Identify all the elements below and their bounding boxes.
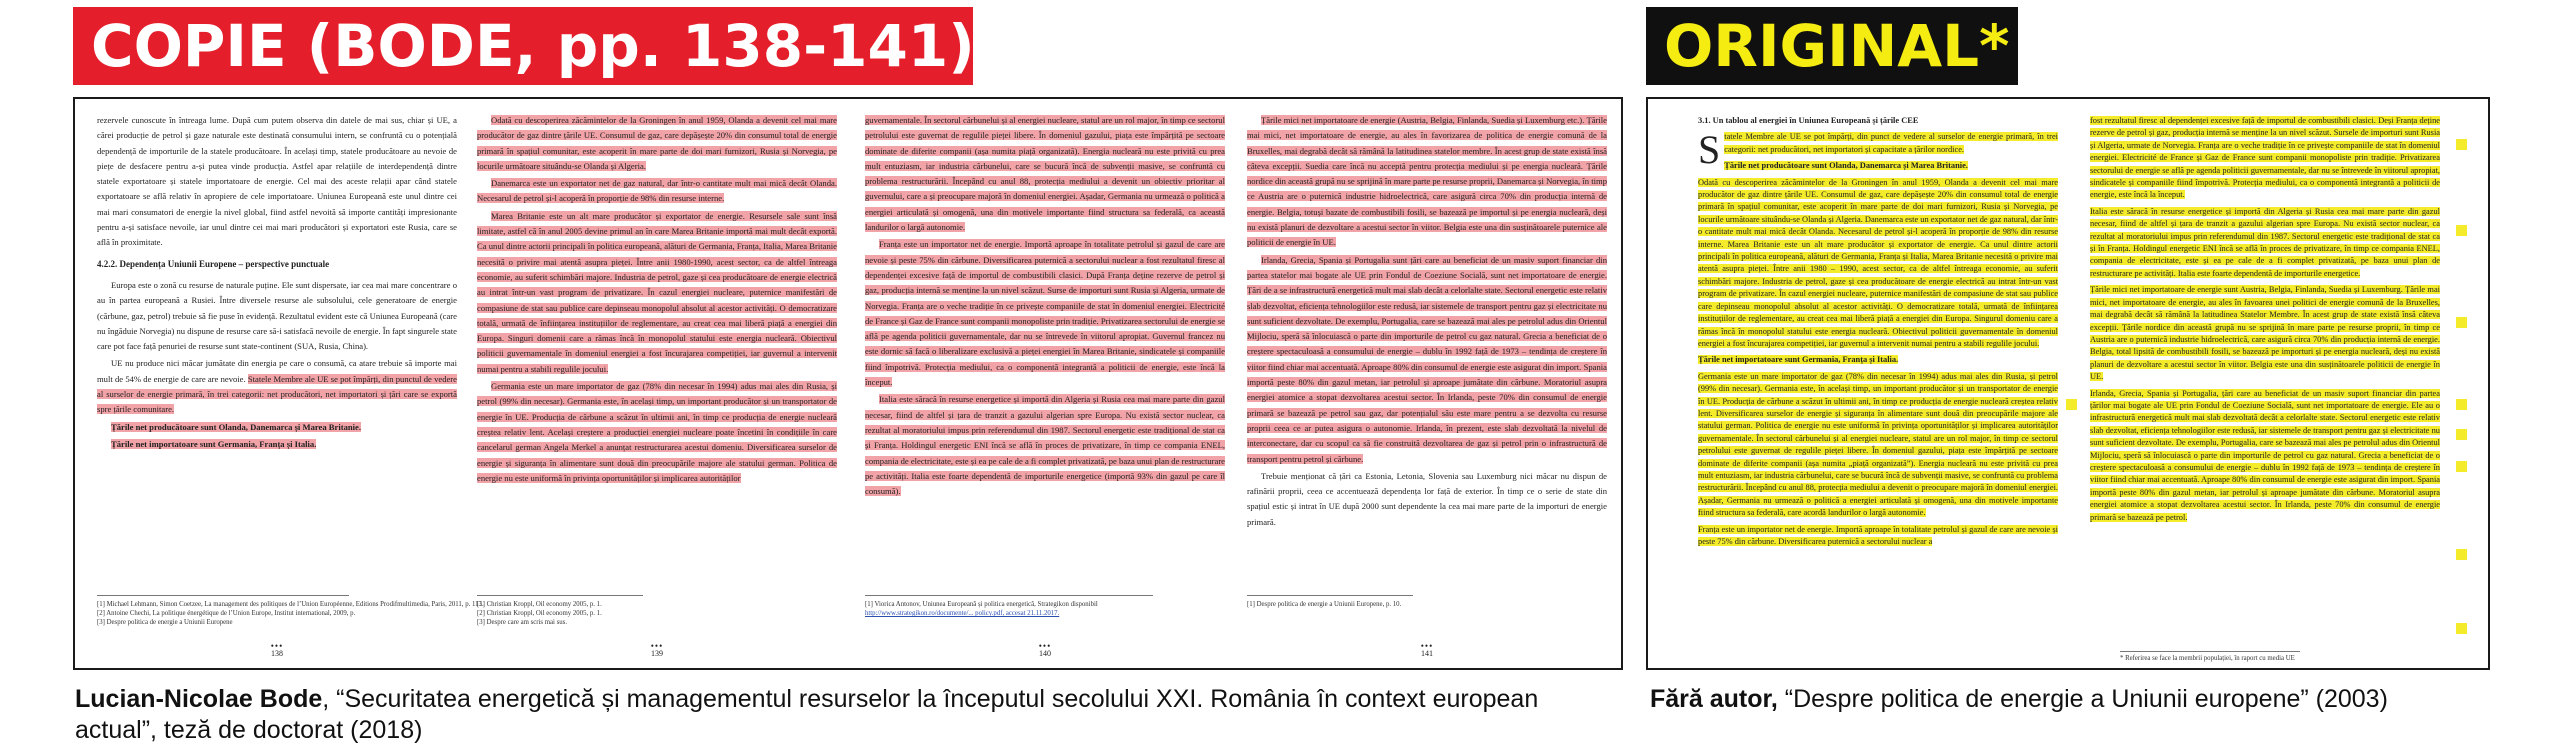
footnote: [1] Despre politica de energie a Uniunii Europene, p. 10. — [1247, 601, 1402, 608]
caption-title: “Despre politica de energie a Uniunii europene” (2003) — [1777, 685, 2388, 713]
highlight-copied: Danemarca este un exportator net de gaz natural, dar într-o cantitate mult mai mică decât Olanda. Necesarul de petrol și-l acoperă în proporție de 98% din resurse interne. — [477, 178, 837, 204]
margin-marker — [2456, 461, 2467, 472]
copy-panel — [73, 97, 1623, 670]
footnote: [1] Viorica Antonov, Uniunea Europeană și politica energetică, Strategikon disponibil — [865, 601, 1098, 608]
page-body — [477, 113, 837, 583]
paragraph — [2090, 284, 2440, 383]
footnotes — [865, 595, 1153, 618]
highlight-copied: Italia este săracă în resurse energetice și importă din Algeria și Rusia cea mai mare parte din gazul necesar, fiind de altfel și țara de tranzit a gazului algerian spre Europa. Nu există sector nuclear, ca rezultat al moratoriului impus prin referendumul din 1987. Sectorul energetic este tradițional de stat ca și Franța. Holdingul energetic ENI încă se află în proces de privatizare, în timp ce compania ENEL, compania de electricitate, este și ea pe cale de a fi complet privatizată, pe baza unui plan de restructurare pe activități. Italia este foarte dependentă de importurile energetice (importă 93% din gazul pe care îl consumă). — [865, 394, 1225, 497]
highlight-source: Italia este săracă în resurse energetice și importă din Algeria și Rusia cea mai mare parte din gazul necesar, fiind de altfel și țara de tranzit a gazului algerian spre Europa. Nu există sector nuclear, ca rezultat al moratoriului impus prin referendumul din 1987. Sectorul energetic este tradițional de stat ca și în Franța. Holdingul energetic ENI încă se află în proces de privatizare, în timp ce compania ENEL, compania de electricitate, este și ea pe cale de a fi complet privatizată, pe baza unui plan de restructurare pe activități. Italia este foarte dependentă de importurile energetice. — [2090, 206, 2440, 278]
margin-marker — [2456, 317, 2467, 328]
copy-page-138 — [97, 113, 484, 658]
original-column-right — [2090, 115, 2440, 648]
paragraph — [865, 113, 1225, 235]
page-number: ••• 141 — [1420, 641, 1434, 658]
footnotes — [97, 595, 484, 627]
footnote: [2] Christian Kroppl, Oil economy 2005, p. 1. — [477, 610, 602, 617]
margin-marker — [2066, 399, 2077, 410]
page-number: ••• 140 — [1038, 641, 1052, 658]
section-heading: 4.2.2. Dependența Uniunii Europene – perspective punctuale — [97, 258, 330, 269]
paragraph — [2090, 206, 2440, 280]
paragraph — [1247, 113, 1607, 251]
paragraph — [1247, 253, 1607, 467]
copy-page-140 — [865, 113, 1225, 658]
footnote: [3] Despre care am scris mai sus. — [477, 619, 568, 626]
page-body — [1247, 113, 1607, 583]
original-column-left — [1698, 115, 2058, 648]
paragraph — [865, 392, 1225, 499]
highlight-copied: Franța este un importator net de energie. Importă aproape în totalitate petrolul și gazul de care are nevoie și peste 75% din cărbune. Diversificarea puternică a sectorului nuclear a fost rezultatul firesc al dependenței excesive față de importul de combustibili clasici. După Franța deține rezerve de petrol și gaz, producția internă se menține la un nivel scăzut. Surse de importuri sunt Rusia și Algeria, urmate de Norvegia. Franța are o veche tradiție în ce privește companiile de stat în domeniul energiei. Electricité de France și Gaz de France sunt companii monopoliste prin tradiție. Privatizarea sectorului de energie se află pe agenda politicii guvernamentale, dar nu se întrevede în viitorul apropiat. Guvernul francez nu este dornic să facă o liberalizare exclusivă a pieței energiei în Marea Britanie, sindicatele și companiile fiind împotrivă. Protecția mediului, ca o componentă integrantă a politicii de energie, este încă la început. — [865, 239, 1225, 388]
paragraph — [477, 379, 837, 486]
highlight-copied: guvernamentale. În sectorul cărbunelui și al energiei nucleare, statul are un rol major, în timp ce sectorul petrolului este guvernat de regulile pieței libere. În domeniul gazului, piața este împărțită pe sectoare dominate de diferite companii (așa numita piață organizată). Energia nucleară nu este privită cu prea mult entuziasm, iar industria cărbunelui, care se bucură încă de subvenții masive, se confruntă cu problema restructurării. Începând cu anul 88, protecția mediului a devenit un obiectiv prioritar al guvernului, care a și preocupare majoră în domeniul energiei. Așadar, Germania nu urmează o politică a energiei articulată și omogenă, una din motivele importante fiind structura sa federală, ca această landurilor o largă autonomie. — [865, 115, 1225, 233]
paragraph — [865, 237, 1225, 390]
footnote: [2] Antoine Chechi, La politique énergétique de l’Union Europe, Institut international, 2009, p. — [97, 610, 356, 617]
paragraph — [97, 420, 457, 435]
original-banner: ORIGINAL* — [1646, 7, 2018, 85]
paragraph — [97, 356, 457, 417]
footnote: [3] Despre politica de energie a Uniunii Europene — [97, 619, 233, 626]
page-body — [865, 113, 1225, 583]
highlight-source: Țările net producătoare sunt Olanda, Danemarca și Marea Britanie. — [1724, 161, 1968, 171]
highlight-copied: Marea Britanie este un alt mare producător și exportator de energie. Resursele sale sunt însă limitate, astfel că în anul 2005 devine primul an în care Marea Britanie importă mai mult decât exportă. Ca unul dintre actorii principali în politica europeană, alături de Germania, Franța, Italia, Marea Britanie necesită o privire mai atentă asupra pieței. Între anii 1980-1990, acest sector, ca de altfel întreaga economie, au suferit schimbări majore. Industria de petrol, gaze și cea producătoare de energie electrică au intrat într-un vast program de privatizare. În cazul energiei nucleare, puternice manifestări de compasiune de stat sau publice care depinseau monopolul absolut al acestor activități. O democratizare totală, urmată de înființarea instituțiilor de reglementare, au creat cea mai liberă piață a energiei din Europa. Singuri domenii care a rămas încă în monopolul statului este energia nucleară. Obiectivul politicii guvernamentale în domeniul energiei a fost încurajarea competiției, iar guvernul a intervenit numai pentru a stabili regulile jocului. — [477, 210, 837, 374]
paragraph — [477, 209, 837, 377]
highlight-source: Țările mici net importatoare de energie sunt Austria, Belgia, Finlanda, Suedia și Luxemburg. Țările mai mici, net importatoare de energie, au ales în favoarea unei politici de energie comună de la Bruxelles, mai degrabă decât să rămână la latitudinea Statelor Membre. În acest grup de state există însă câteva excepții. Țările nordice din această grupă nu se sprijină în mare parte pe resurse proprii, în timp ce Austria are o puternică industrie hidroelectrică, care asigură circa 70% din producția internă de energie. Belgia, total lipsită de combustibili fosili, se bazează pe importuri și pe energia nucleară, deși nu există planuri de dezvoltare a acestui sector în viitor. Belgia este una din susținătoarele politicii de energie în UE. — [2090, 285, 2440, 382]
highlight-copied: Țările net importatoare sunt Germania, Franța și Italia. — [111, 438, 317, 449]
original-caption — [1650, 684, 2550, 715]
highlight-copied: Irlanda, Grecia, Spania și Portugalia sunt țări care au beneficiat de un masiv suport financiar din partea statelor mai bogate ale UE prin Fondul de Coeziune Socială, sunt net importatoare de energie. Țări de a se infrastructură energetică mult mai slab decât a celorlalte state. Sectorul energetic este relativ slab dezvoltat, eficiența tehnologiilor este redusă, iar sistemele de transport pentru gaz și electricitate nu sunt suficient dezvoltate. De exemplu, Portugalia, care se bazează mai ales pe petrolul adus din Orientul Mijlociu, speră să înlocuiască o parte din importurile de petrol cu gaz natural. Grecia a beneficiat de o creștere spectaculoasă a consumului de energie – dublu în 1992 față de 1973 – tendința de creștere în viitor fiind chiar mai accentuată. Aproape 80% din consumul de energie este asigurat din import. Spania importă peste 80% din gazul metan, iar petrolul și aproape jumătate din cărbune. Moratoriul asupra energiei atomice a stopat dezvoltarea acestui sector. În Irlanda, peste 70% din consumul de energie primară se bazează pe petrol sau gaz, dar potențialul său este mare pentru a se dezvolta cu resurse proprii ceea ce ar putea asigura o autonomie. Irlanda, în prezent, este slab dezvoltată la nivelul de interconectare, dar cu scopul ca să fie construită dezvoltarea de gaz și petrol prin o infrastructură de transport pentru petrol și cărbune. — [1247, 254, 1607, 464]
page-number: ••• 138 — [270, 641, 284, 658]
paragraph — [1698, 177, 2058, 351]
paragraph — [1698, 371, 2058, 520]
paragraph — [477, 176, 837, 207]
paragraph — [1698, 354, 2058, 366]
margin-marker — [2456, 139, 2467, 150]
footnotes — [477, 595, 643, 627]
original-footnote: * Referirea se face la membrii populației, în raport cu media UE — [2120, 651, 2300, 662]
paragraph — [2090, 115, 2440, 202]
paragraph — [97, 437, 457, 452]
highlight-copied: Țările mici net importatoare de energie (Austria, Belgia, Finlanda, Suedia și Luxemburg etc.). Țările mai mici, net importatoare de energie, au ales în favorizarea de politica de energie comună de la Bruxelles, mai degrabă decât să rămână la latitudinea statelor membre. În acest grup de state există însă câteva excepții. Suedia care încă nu acceptă pentru protecția mediului și pe energia nucleară. Țările nordice din această grupă nu se sprijină în mare parte pe resurse proprii, Danemarca și Norvegia, în timp ce Austria are o puternică industrie hidroelectrică, care asigură circa 70% din producția internă de energie. Belgia, totuși bazate de combustibili fosili, se bazează pe importul și pe energia nucleară, deși nu există planuri de dezvoltare a acestui sector în viitor. Belgia este una din susținătoarele puternice ale politicii de energie în UE. — [1247, 115, 1607, 248]
margin-marker — [2456, 225, 2467, 236]
paragraph-text: UE nu produce nici măcar jumătate din energia pe care o consumă, ca atare trebuie să importe mai mult de 54% de energie de care are nevoie. — [97, 358, 457, 384]
margin-marker — [2456, 623, 2467, 634]
highlight-source: Țările net importatoare sunt Germania, Franța și Italia. — [1698, 355, 1899, 365]
paragraph: rezervele cunoscute în întreaga lume. După cum putem observa din datele de mai sus, chiar și UE, a cărei producție de petrol și gaze naturale este destinată consumului intern, se confruntă cu o potențială dependență de importurile de la statele producătoare. În același timp, statele producătoare au nevoie de piețe de desfacere pentru a-și putea vinde producția. Astfel apar relațiile de interdependență dintre statele exportatoare și statele importatoare de energie. Cel mai des aceste relații apar când statele exportatoare se află relativ în apropiere de cele importatoare. Uniunea Europeană este unul dintre cei mai mari consumatori de energie la nivel global, fiind astfel nevoită să importe cantități impresionante pentru a-și satisface nevoile, iar unul dintre cei mai mari producători și exportatori este Rusia, care se află în proximitate. — [97, 115, 457, 248]
original-panel — [1646, 97, 2490, 670]
highlight-copied: Țările net producătoare sunt Olanda, Danemarca și Marea Britanie. — [111, 421, 362, 432]
copy-caption — [75, 684, 1625, 746]
margin-marker — [2456, 429, 2467, 440]
paragraph: Europa este o zonă cu resurse de naturale puține. Ele sunt dispersate, iar cea mai mare concentrare o au în partea europeană a Rusiei. Între diversele resurse ale subsolului, cele generatoare de energie (cărbune, gaz, petrol) trebuie să fie puse în evidență. Rezultatul evident este că Uniunea Europeană (care nu îngăduie Norvegia) nu dispune de resurse care să-i satisfacă nevoile de energie. În fapt singurele state care pot face față penuriei de resurse sunt state-continent (SUA, Rusia, China). — [97, 279, 457, 352]
original-heading: 3.1. Un tablou al energiei în Uniunea Europeană și țările CEE — [1698, 116, 1919, 125]
footnote-link[interactable]: http://www.strategikon.ro/documente/... policy.pdf, accesat 21.11.2017. — [865, 610, 1060, 617]
highlight-source: Franța este un importator net de energie. Importă aproape în totalitate petrolul și gazul de care are nevoie și peste 75% din cărbune. Diversificarea puternică a sectorului nuclear a — [1698, 524, 2058, 546]
highlight-source: Germania este un mare importator de gaz (78% din necesar în 1994) adus mai ales din Rusia, și petrol (99% din necesar). Germania este, în același timp, un important producător și un transportator de energie în UE. Producția de cărbune a scăzut în ultimii ani, în timp ce producția de energie nucleară creștea relativ lent. Diversificarea surselor de energie și siguranța în alimentare sunt două din preocupările majore ale statului german. Politica de energie nu este uniformă în privința oportunităților și implicarea autorităților guvernamentale. În sectorul cărbunelui și al energiei nucleare, statul are un rol major, în timp ce sectorul petrolului este guvernat de regulile pieței libere. În domeniul gazului, piața este împărțită pe sectoare dominate de diferite companii (așa numita „piață organizată”). Energia nucleară nu este privită cu prea mult entuziasm, iar industria cărbunelui, care se bucură încă de subvenții masive, se confruntă cu problema restructurării. Începând cu anul 88, protecția mediului a devenit o preocupare majoră în domeniul energiei. Așadar, Germania nu urmează o politică a energiei articulată și omogenă, una din motivele importante fiind structura sa federală, care acordă landurilor o largă autonomie. — [1698, 371, 2058, 518]
highlight-source: Irlanda, Grecia, Spania și Portugalia, țări care au beneficiat de un masiv suport financiar din partea țărilor mai bogate ale UE prin Fondul de Coeziune Socială, sunt net importatoare de energie. Ele au o infrastructură energetică mult mai slab dezvoltată decât a celorlalte state. Sectorul energetic este relativ slab dezvoltat, eficiența tehnologiilor este redusă, iar sistemele de transport pentru gaz și electricitate nu sunt suficient dezvoltate. De exemplu, Portugalia, care se bazează mai ales pe petrolul adus din Orientul Mijlociu, speră să înlocuiască o parte din importurile de petrol cu gaz natural. Grecia a beneficiat de o creștere spectaculoasă a consumului de energie – dublu în 1992 față de 1973 – tendința de creștere în viitor fiind chiar mai accentuată. Aproape 80% din consumul de energie este asigurat din import. Spania importă peste 80% din gazul metan, iar petrolul și aproape jumătate din cărbune. Moratoriul asupra energiei atomice a stopat dezvoltarea acestui sector. În Irlanda, peste 70% din consumul de energie primară se bazează pe petrol. — [2090, 388, 2440, 522]
margin-marker — [2456, 549, 2467, 560]
caption-author: Lucian-Nicolae Bode — [75, 685, 323, 713]
highlight-copied: Odată cu descoperirea zăcămintelor de la Groningen în anul 1959, Olanda a devenit cel mai mare producător de gaz dintre țările UE. Consumul de gaz, care depășește 20% din consumul total de energie primară în spațiul comunitar, este acoperit în mare parte de doi mari furnizori, Rusia și Norvegia, pe locurile următoare situându-se Olanda și Algeria. — [477, 115, 837, 171]
footnote: [1] Christian Kroppl, Oil economy 2005, p. 1. — [477, 601, 602, 608]
page-body — [97, 113, 457, 583]
highlight-source: Odată cu descoperirea zăcămintelor de la Groningen în anul 1959, Olanda a devenit cel mai mare producător de gaz dintre țările UE. Consumul de gaz, care depășește 20% din consumul total de energie primară în spațiul comunitar, este acoperit în mare parte de doi mari furnizori, Rusia și Norvegia, pe locurile următoare situându-se Olanda și Algeria. Danemarca este un exportator net de gaz natural, dar într-o cantitate mult mai mică decât Olanda. Necesarul de petrol și-l acoperă în proporție de 98% din resurse interne. Marea Britanie este un alt mare producător și exportator de energie. Ca unul dintre actorii principali în politica europeană, alături de Germania, Franța și Italia, Marea Britanie necesită o privire mai atentă asupra pieței. Între anii 1980 – 1990, acest sector, ca de altfel întreaga economie, au suferit schimbări majore. Industria de petrol, gaze și cea producătoare de energie electrică au intrat într-un vast program de privatizare. În cazul energiei nucleare, puternice manifestări de compasiune de stat sau publice care depinseau monopolul absolut al acestor activități. O democratizare totală, urmată de înființarea instituțiilor de reglementare, au creat cea mai liberă piață a energiei din Europa. Singurul domeniu care a rămas încă în monopolul statului este energia nucleară. Obiectivul politicii guvernamentale în domeniul energiei a fost încurajarea competiției, iar guvernul a intervenit numai pentru a stabili regulile jocului. — [1698, 177, 2058, 348]
footnote: [1] Michael Lehmann, Simon Coetzee, La management des politiques de l’Union Européenne, Editions Prodifmultimedia, Paris, 2011, p. 113. — [97, 601, 484, 608]
highlight-copied: Germania este un mare importator de gaz (78% din necesar în 1994) adus mai ales din Rusia, și petrol (99% din necesar). Germania este, în același timp, un important producător și un transportator de energie în UE. Producția de cărbune a scăzut în ultimii ani, în timp ce producția de energie nucleară creștea relativ lent. Același creștere a producției energiei nucleare poate încetini în condițiile în care cancelarul german Angela Merkel a anunțat restructurarea acestui domeniu. Diversificarea surselor de energie și siguranța în alimentare sunt două din preocupările majore ale statului german. Politica de energie nu este uniformă în privința oportunităților și implicarea autorităților — [477, 381, 837, 483]
paragraph — [477, 113, 837, 174]
paragraph — [2090, 388, 2440, 524]
paragraph — [1698, 524, 2058, 549]
caption-author: Fără autor, — [1650, 685, 1778, 713]
footnotes — [1247, 595, 1413, 609]
paragraph — [1698, 160, 2058, 172]
caption-title: , “Securitatea energetică și managementul resurselor la începutul secolului XXI. România în context european actual”, teză de doctorat (2018) — [75, 685, 1539, 744]
highlight-source: fost rezultatul firesc al dependenței excesive față de importul de combustibili clasici. Deși Franța deține rezerve de petrol și gaz, producția internă se menține la un nivel scăzut. Sursele de importuri sunt Rusia și Algeria, urmate de Norvegia. Franța are o veche tradiție în ce privește companiile de stat în domeniul energiei. Electricité de France și Gaz de France sunt companii monopoliste prin tradiție. Privatizarea sectorului de energie se află pe agenda politicii guvernamentale, dar nu se întrevede în viitorul apropiat, sindicatele și companiile fiind împotrivă. Protecția mediului, ca o componentă integrantă a politicii de energie, este încă la început. — [2090, 116, 2440, 200]
copy-banner: COPIE (BODE, pp. 138-141) — [73, 7, 973, 85]
drop-cap: S — [1698, 127, 1721, 173]
copy-page-139 — [477, 113, 837, 658]
margin-marker — [2456, 399, 2467, 410]
highlight-copied: Statele Membre ale UE se pot împărți, din punctul de vedere al surselor de energie primară, în trei categorii: net producători, net importatori și țări care se exportă spre țările comunitare. — [97, 373, 457, 415]
copy-page-141 — [1247, 113, 1607, 658]
page-number: ••• 139 — [650, 641, 664, 658]
highlight-source: tatele Membre ale UE se pot împărți, din punct de vedere al surselor de energie primară, în trei categorii: net producători, net importatori și capacitate a țărilor nordice. — [1724, 132, 2058, 154]
paragraph: Trebuie menționat că țări ca Estonia, Letonia, Slovenia sau Luxemburg nici măcar nu dispun de rafinării proprii, ceea ce accentuează dependența lor față de exterior. În timp ce o serie de state din spațiul estic și intrat în UE după 2000 sunt dependente la cea mai mare parte de la importuri de energie primară. — [1247, 470, 1607, 527]
